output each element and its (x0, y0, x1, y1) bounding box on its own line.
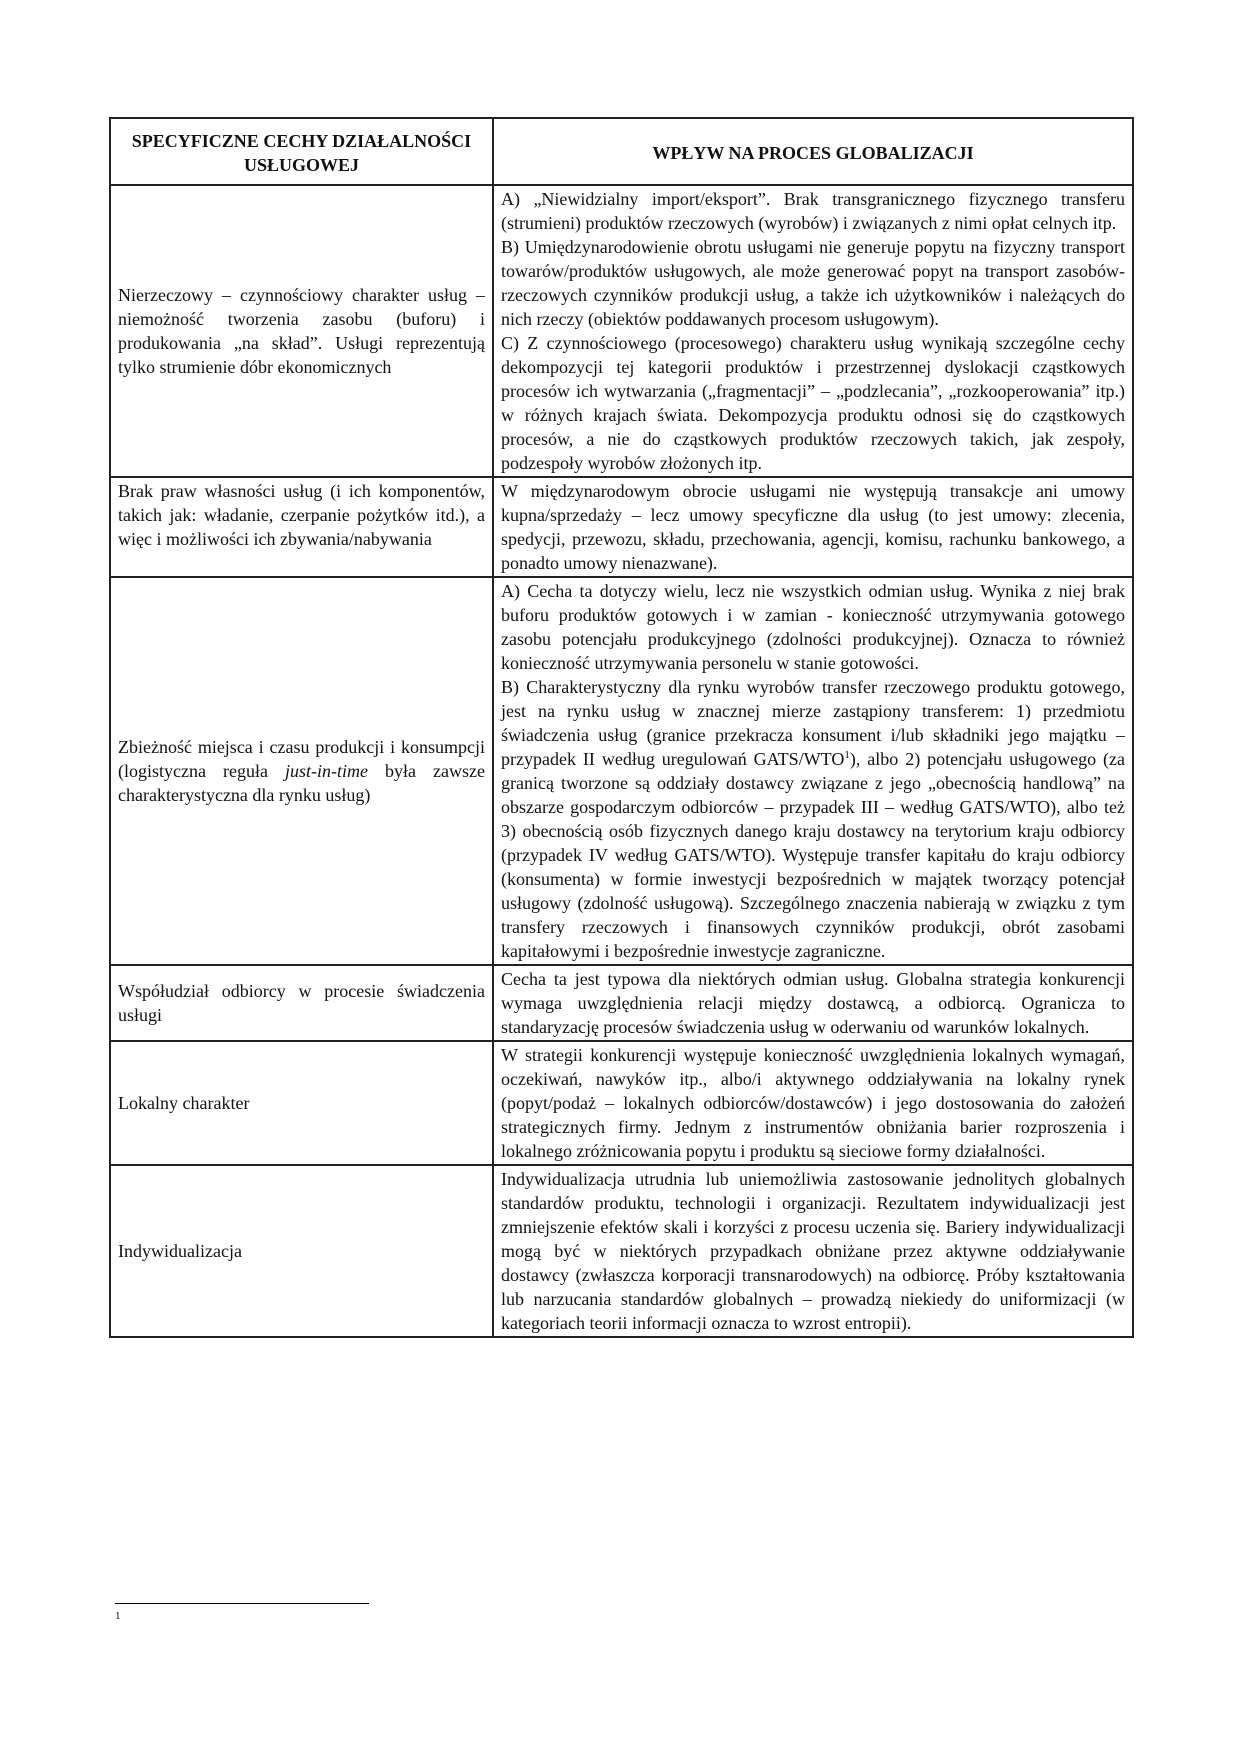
footnote-reference[interactable]: 1 (844, 749, 850, 761)
impact-paragraph: C) Z czynnościowego (procesowego) charakteru usług wynikają szczególne cechy dekompozycji tej kategorii produktów i przestrzennej dyslokacji cząstkowych procesów ich wytwarzania („fragmentacji” – „podzlecania”, „rozkooperowania” itp.) w różnych krajach świata. Dekompozycja produktu odnosi się do cząstkowych procesów, a nie do cząstkowych produktów rzeczowych takich, jak zespoły, podzespoły wyrobów złożonych itp. (501, 333, 1125, 473)
impact-paragraph (501, 675, 1125, 963)
table-row (110, 577, 1133, 965)
impact-cell (493, 1165, 1133, 1337)
impact-paragraph: A) „Niewidzialny import/eksport”. Brak transgranicznego fizycznego transferu (strumieni) produktów rzeczowych (wyrobów) i związanych z nimi opłat celnych itp. (501, 189, 1125, 233)
feature-text: Zbieżność miejsca i czasu produkcji i konsumpcji (logistyczna reguła (118, 737, 485, 781)
impact-paragraph: A) Cecha ta dotyczy wielu, lecz nie wszystkich odmian usług. Wynika z niej brak buforu produktów gotowych i w zamian - konieczność utrzymywania gotowego zasobu potencjału produkcyjnego (zdolności produkcyjnej). Oznacza to również konieczność utrzymywania personelu w stanie gotowości. (501, 581, 1125, 673)
impact-cell (493, 185, 1133, 477)
table-row (110, 1165, 1133, 1337)
impact-text: B) Charakterystyczny dla rynku wyrobów transfer rzeczowego produktu gotowego, jest na rynku usług w znacznej mierze zastąpiony transferem: 1) przedmiotu świadczenia usług (granice przekracza konsument i/lub składniki jego majątku – przypadek II według uregulowań GATS/WTO (501, 677, 1125, 769)
feature-cell: Indywidualizacja (110, 1165, 493, 1337)
impact-text: ), albo 2) potencjału usługowego (za granicą tworzone są oddziały dostawcy związane z jego „obecnością handlową” na obszarze gospodarczym odbiorców – przypadek III – według GATS/WTO), albo też 3) obecnością osób fizycznych danego kraju dostawcy na terytorium kraju odbiorcy (przypadek IV według GATS/WTO). Występuje transfer kapitału do kraju odbiorcy (konsumenta) w formie inwestycji bezpośrednich w majątek tworzący potencjał usługowy (zdolność usługową). Szczególnego znaczenia nabierają w związku z tym transfery rzeczowych i finansowych czynników produkcji, obrót zasobami kapitałowymi i bezpośrednie inwestycje zagraniczne. (501, 749, 1125, 961)
table-row (110, 185, 1133, 477)
header-impact: WPŁYW NA PROCES GLOBALIZACJI (493, 118, 1133, 185)
table-header-row (110, 118, 1133, 185)
header-features: SPECYFICZNE CECHY DZIAŁALNOŚCI USŁUGOWEJ (110, 118, 493, 185)
feature-cell: Lokalny charakter (110, 1041, 493, 1165)
footnote-number: 1 (115, 1610, 121, 1622)
impact-paragraph: B) Umiędzynarodowienie obrotu usługami nie generuje popytu na fizyczny transport towarów/produktów usługowych, ale może generować popyt na transport zasobów-rzeczowych czynników produkcji usług, a także ich użytkowników i należących do nich rzeczy (obiektów poddawanych procesom usługowym). (501, 237, 1125, 329)
impact-cell (493, 965, 1133, 1041)
feature-text: była zawsze charakterystyczna dla rynku usług) (118, 761, 485, 805)
footnote-separator (115, 1603, 369, 1604)
impact-cell (493, 1041, 1133, 1165)
feature-cell: Nierzeczowy – czynnościowy charakter usług – niemożność tworzenia zasobu (buforu) i produkowania „na skład”. Usługi reprezentują tylko strumienie dóbr ekonomicznych (110, 185, 493, 477)
table-row (110, 1041, 1133, 1165)
globalization-table (109, 117, 1134, 1338)
impact-cell (493, 477, 1133, 577)
impact-paragraph: W strategii konkurencji występuje konieczność uwzględnienia lokalnych wymagań, oczekiwań, nawyków itp., albo/i aktywnego oddziaływania na lokalny rynek (popyt/podaż – lokalnych odbiorców/dostawców) i jego dostosowania do założeń strategicznych firmy. Jednym z instrumentów obniżania barier rozproszenia i lokalnego zróżnicowania popytu i produktu są sieciowe formy działalności. (501, 1045, 1125, 1161)
table-row (110, 965, 1133, 1041)
table-row (110, 477, 1133, 577)
impact-paragraph: W międzynarodowym obrocie usługami nie występują transakcje ani umowy kupna/sprzedaży – lecz umowy specyficzne dla usług (to jest umowy: zlecenia, spedycji, przewozu, składu, przechowania, agencji, komisu, rachunku bankowego, a ponadto umowy nienazwane). (501, 481, 1125, 573)
feature-emphasis: just-in-time (285, 761, 368, 781)
feature-cell: Współudział odbiorcy w procesie świadczenia usługi (110, 965, 493, 1041)
feature-cell: Brak praw własności usług (i ich komponentów, takich jak: władanie, czerpanie pożytków itd.), a więc i możliwości ich zbywania/nabywania (110, 477, 493, 577)
feature-cell (110, 577, 493, 965)
impact-paragraph: Indywidualizacja utrudnia lub uniemożliwia zastosowanie jednolitych globalnych standardów produktu, technologii i organizacji. Rezultatem indywidualizacji jest zmniejszenie efektów skali i korzyści z procesu uczenia się. Bariery indywidualizacji mogą być w niektórych przypadkach obniżane przez aktywne oddziaływanie dostawcy (zwłaszcza korporacji transnarodowych) na odbiorcę. Próby kształtowania lub narzucania standardów globalnych – prowadzą niekiedy do uniformizacji (w kategoriach teorii informacji oznacza to wzrost entropii). (501, 1169, 1125, 1333)
impact-paragraph: Cecha ta jest typowa dla niektórych odmian usług. Globalna strategia konkurencji wymaga uwzględnienia relacji między dostawcą, a odbiorcą. Ogranicza to standaryzację procesów świadczenia usług w oderwaniu od warunków lokalnych. (501, 969, 1125, 1037)
impact-cell (493, 577, 1133, 965)
